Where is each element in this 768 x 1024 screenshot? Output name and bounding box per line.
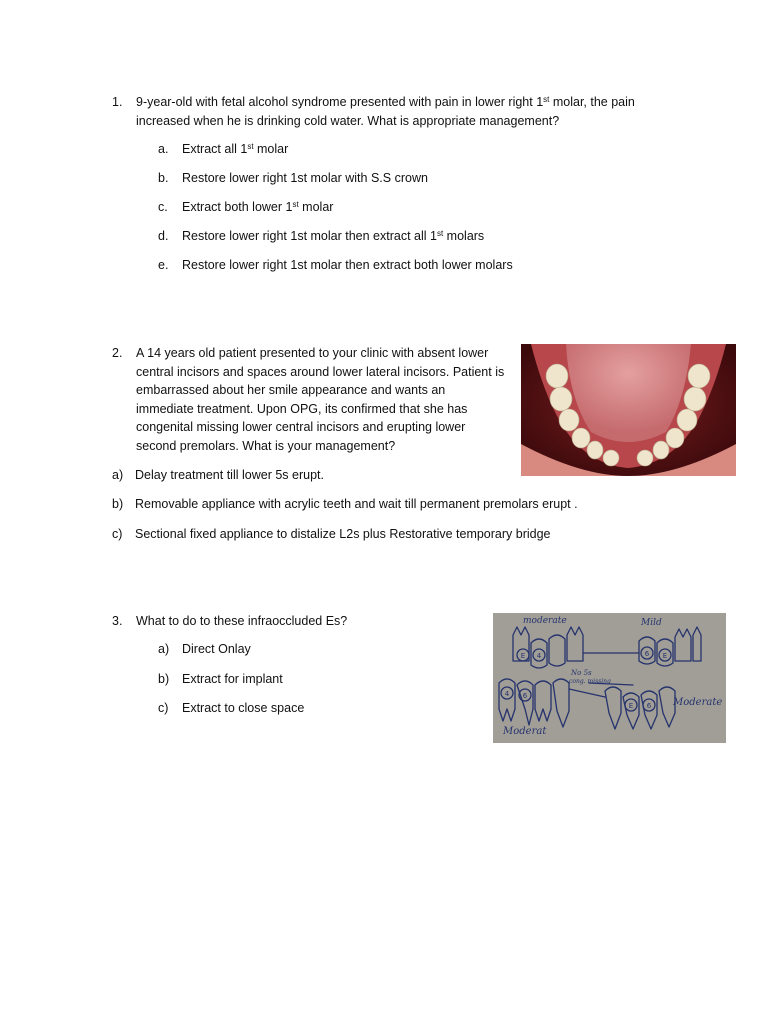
lower-arch-photo: [521, 344, 736, 476]
tooth-mark: E: [662, 652, 668, 660]
infraoccluded-teeth-sketch: [493, 613, 726, 743]
sketch-label: moderate: [523, 616, 567, 626]
question-stem: 9-year-old with fetal alcohol syndrome presented with pain in lower right 1st molar, the pain increased when he is drinking cold water. What is appropriate management?: [136, 95, 635, 128]
question-number: 1.: [112, 95, 123, 109]
tooth-mark: 4: [536, 652, 542, 660]
sketch-label: Mild: [641, 618, 662, 628]
sketch-label: No 5s: [571, 669, 592, 677]
tooth-mark: E: [520, 652, 526, 660]
question-number: 3.: [112, 614, 123, 628]
sketch-label: Moderate: [673, 697, 723, 708]
tooth-mark: 6: [522, 692, 528, 700]
question-number: 2.: [112, 346, 123, 360]
tooth-mark: 4: [504, 690, 510, 698]
tooth-mark: E: [628, 702, 634, 710]
question-stem: A 14 years old patient presented to your clinic with absent lower central incisors and spaces around lower lateral incisors. Patient is embarrassed about her smile appearance and wants an immediate treatment. Upon OPG, its confirmed that she has congenital missing lower central incisors and erupting lower second premolars. What is your management?: [136, 346, 505, 453]
tooth-mark: 6: [646, 702, 652, 710]
tooth-mark: 6: [644, 650, 650, 658]
sketch-label: cong. missing: [569, 678, 611, 685]
question-stem: What to do to these infraoccluded Es?: [136, 614, 348, 628]
sketch-label: Moderat: [503, 726, 547, 737]
